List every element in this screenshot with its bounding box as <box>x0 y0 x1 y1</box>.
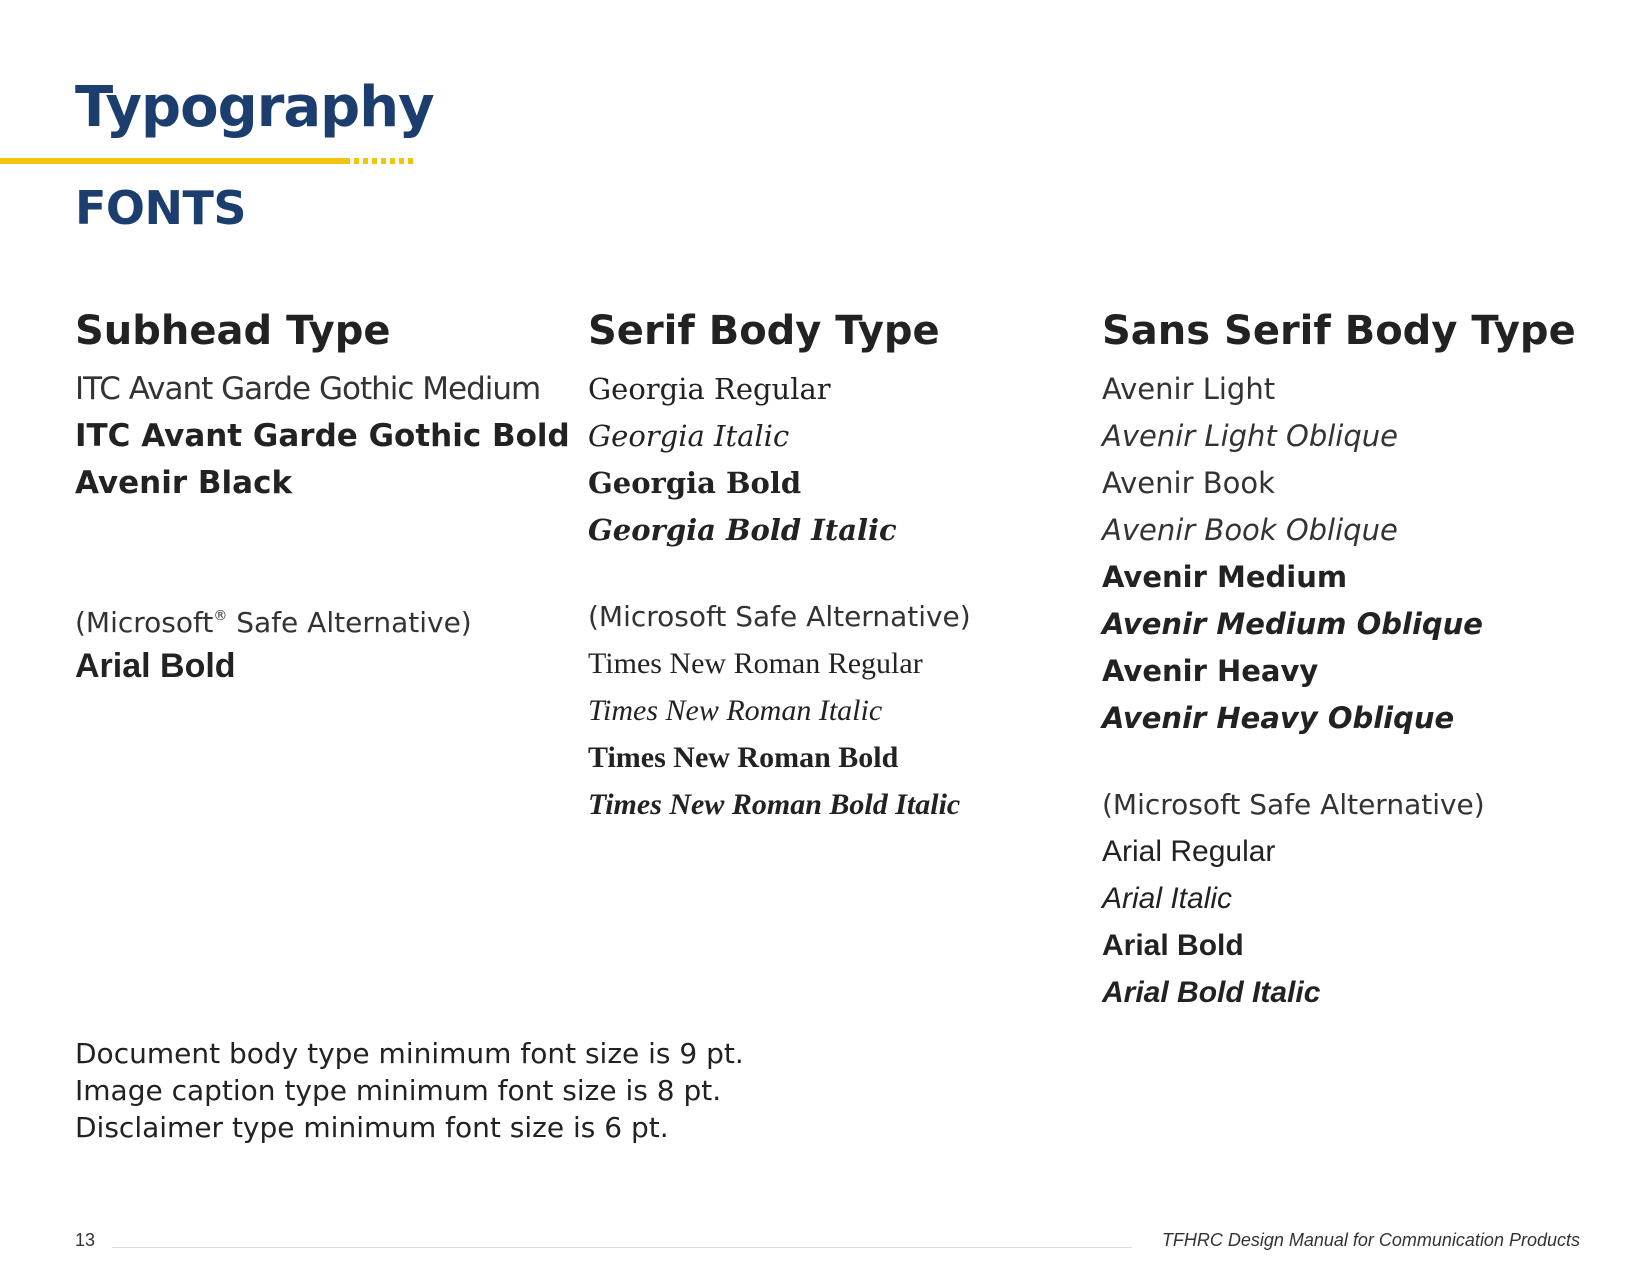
font-sample-avenir-heavy: Avenir Heavy <box>1102 654 1319 688</box>
font-sample-arial-italic: Arial Italic <box>1102 882 1233 915</box>
font-sample-avenir-medium: Avenir Medium <box>1102 560 1348 594</box>
serif-body-type-heading: Serif Body Type <box>588 308 940 354</box>
font-sample-avant-garde-bold: ITC Avant Garde Gothic Bold <box>75 418 570 454</box>
font-sample-times-bold: Times New Roman Bold <box>588 741 899 774</box>
subhead-type-column <box>75 308 575 692</box>
note-disclaimer-type: Disclaimer type minimum font size is 6 pt. <box>75 1111 669 1144</box>
font-sample-avant-garde-medium: ITC Avant Garde Gothic Medium <box>75 371 541 407</box>
font-sample-georgia-bold: Georgia Bold <box>588 466 802 500</box>
font-sample-times-regular: Times New Roman Regular <box>588 647 923 680</box>
footer-document-title: TFHRC Design Manual for Communication Products <box>1161 1230 1580 1250</box>
font-sample-avenir-black: Avenir Black <box>75 465 293 501</box>
font-sample-avenir-book-oblique: Avenir Book Oblique <box>1102 513 1398 547</box>
section-subtitle: FONTS <box>75 181 247 235</box>
page-title: Typography <box>75 75 434 140</box>
page-number: 13 <box>75 1230 96 1250</box>
font-sample-georgia-italic: Georgia Italic <box>588 419 790 453</box>
font-sample-arial-bold-alt: Arial Bold <box>1102 929 1244 962</box>
note-caption-type: Image caption type minimum font size is 8 pt. <box>75 1074 722 1107</box>
font-sample-arial-bold-italic: Arial Bold Italic <box>1102 976 1321 1009</box>
font-sample-arial-bold: Arial Bold <box>75 647 236 685</box>
sans-alternative-note: (Microsoft Safe Alternative) <box>1102 788 1485 821</box>
serif-alternative-note: (Microsoft Safe Alternative) <box>588 600 971 633</box>
serif-body-type-column <box>588 308 1058 828</box>
title-underline-dots <box>354 158 416 164</box>
font-sample-georgia-bold-italic: Georgia Bold Italic <box>588 513 897 547</box>
title-underline-rule <box>0 158 350 164</box>
font-sample-avenir-light: Avenir Light <box>1102 372 1276 406</box>
font-sample-arial-regular: Arial Regular <box>1102 835 1276 868</box>
font-sample-times-bold-italic: Times New Roman Bold Italic <box>588 788 961 821</box>
font-sample-avenir-medium-oblique: Avenir Medium Oblique <box>1102 607 1483 641</box>
font-sample-times-italic: Times New Roman Italic <box>588 694 883 727</box>
sans-serif-body-type-heading: Sans Serif Body Type <box>1102 308 1576 354</box>
font-sample-avenir-heavy-oblique: Avenir Heavy Oblique <box>1102 701 1455 735</box>
subhead-type-heading: Subhead Type <box>75 308 391 354</box>
font-sample-avenir-book: Avenir Book <box>1102 466 1275 500</box>
font-sample-avenir-light-oblique: Avenir Light Oblique <box>1102 419 1398 453</box>
footer-divider <box>112 1247 1132 1248</box>
subhead-alternative-note: (Microsoft® Safe Alternative) <box>75 606 472 639</box>
note-body-type: Document body type minimum font size is 9 pt. <box>75 1037 744 1070</box>
sans-serif-body-type-column <box>1102 308 1622 1016</box>
font-sample-georgia-regular: Georgia Regular <box>588 372 831 406</box>
font-size-notes <box>75 1035 744 1146</box>
